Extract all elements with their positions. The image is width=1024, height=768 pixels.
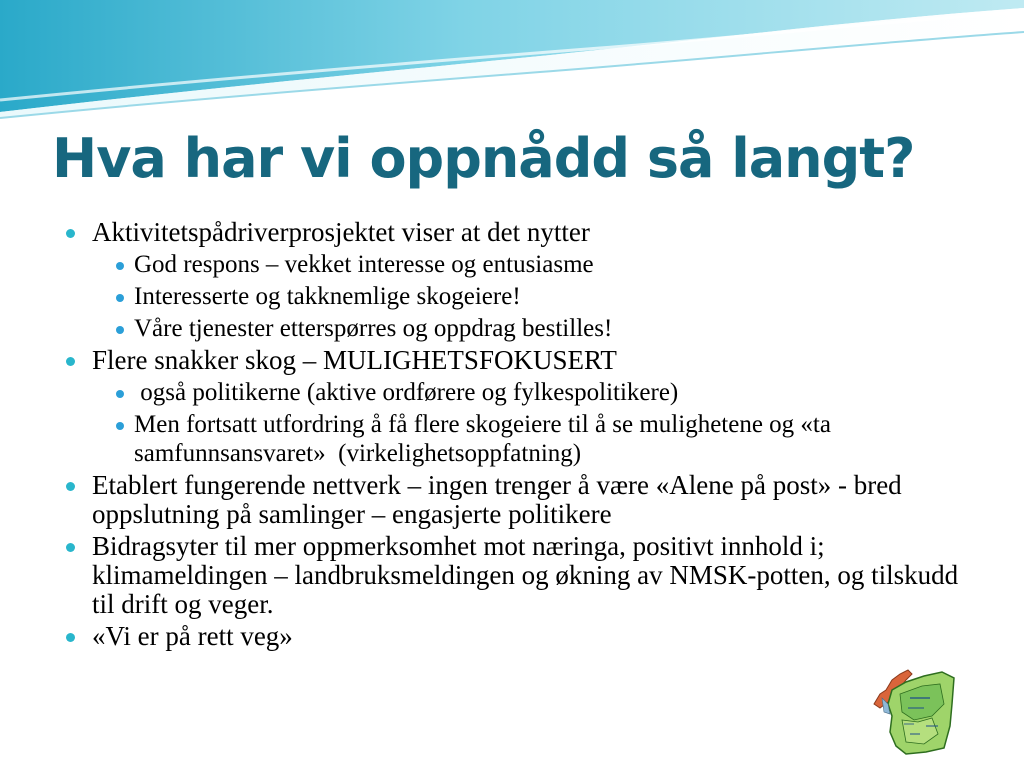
bullet-text: Flere snakker skog – MULIGHETSFOKUSERT <box>92 345 617 375</box>
sub-bullet-text: God respons – vekket interesse og entusiasme <box>134 251 594 278</box>
sub-bullet-dot-icon <box>116 294 124 302</box>
sub-bullet-item <box>92 378 972 407</box>
bullet-dot-icon <box>66 482 75 491</box>
sub-bullet-dot-icon <box>116 262 124 270</box>
bullet-item <box>62 471 972 529</box>
bullet-dot-icon <box>66 357 75 366</box>
sub-bullet-item <box>92 282 972 311</box>
slide-title: Hva har vi oppnådd så langt? <box>52 127 915 190</box>
bullet-item <box>62 218 972 343</box>
bullet-dot-icon <box>66 633 75 642</box>
sub-bullet-item <box>92 314 972 343</box>
sub-bullet-item <box>92 250 972 279</box>
sub-bullet-dot-icon <box>116 422 124 430</box>
bullet-item <box>62 346 972 468</box>
bullet-text: «Vi er på rett veg» <box>92 621 293 651</box>
bullet-dot-icon <box>66 543 75 552</box>
bullet-text: Etablert fungerende nettverk – ingen trenger å være «Alene på post» - bred oppslutning på samlinger – engasjerte politikere <box>92 470 909 529</box>
sub-bullet-text: også politikerne (aktive ordførere og fylkespolitikere) <box>134 379 679 406</box>
sub-bullet-item <box>92 410 972 468</box>
bullet-text: Aktivitetspådriverprosjektet viser at det nytter <box>92 217 590 247</box>
header-wave-decoration <box>0 0 1024 130</box>
bullet-text: Bidragsyter til mer oppmerksomhet mot næringa, positivt innhold i; klimameldingen – landbruksmeldingen og økning av NMSK-potten, og tilskudd til drift og veger. <box>92 531 965 619</box>
bullet-item <box>62 532 972 619</box>
sub-bullet-dot-icon <box>116 326 124 334</box>
sub-bullet-dot-icon <box>116 390 124 398</box>
sub-bullet-text: Interesserte og takknemlige skogeiere! <box>134 283 521 310</box>
sub-bullet-text: Men fortsatt utfordring å få flere skogeiere til å se mulighetene og «ta samfunnsansvaret» (virkelighetsoppfatning) <box>134 411 838 467</box>
region-map-icon <box>866 664 960 756</box>
bullet-list <box>62 218 972 654</box>
sub-bullet-text: Våre tjenester etterspørres og oppdrag bestilles! <box>134 315 613 342</box>
bullet-item <box>62 622 972 651</box>
bullet-dot-icon <box>66 229 75 238</box>
